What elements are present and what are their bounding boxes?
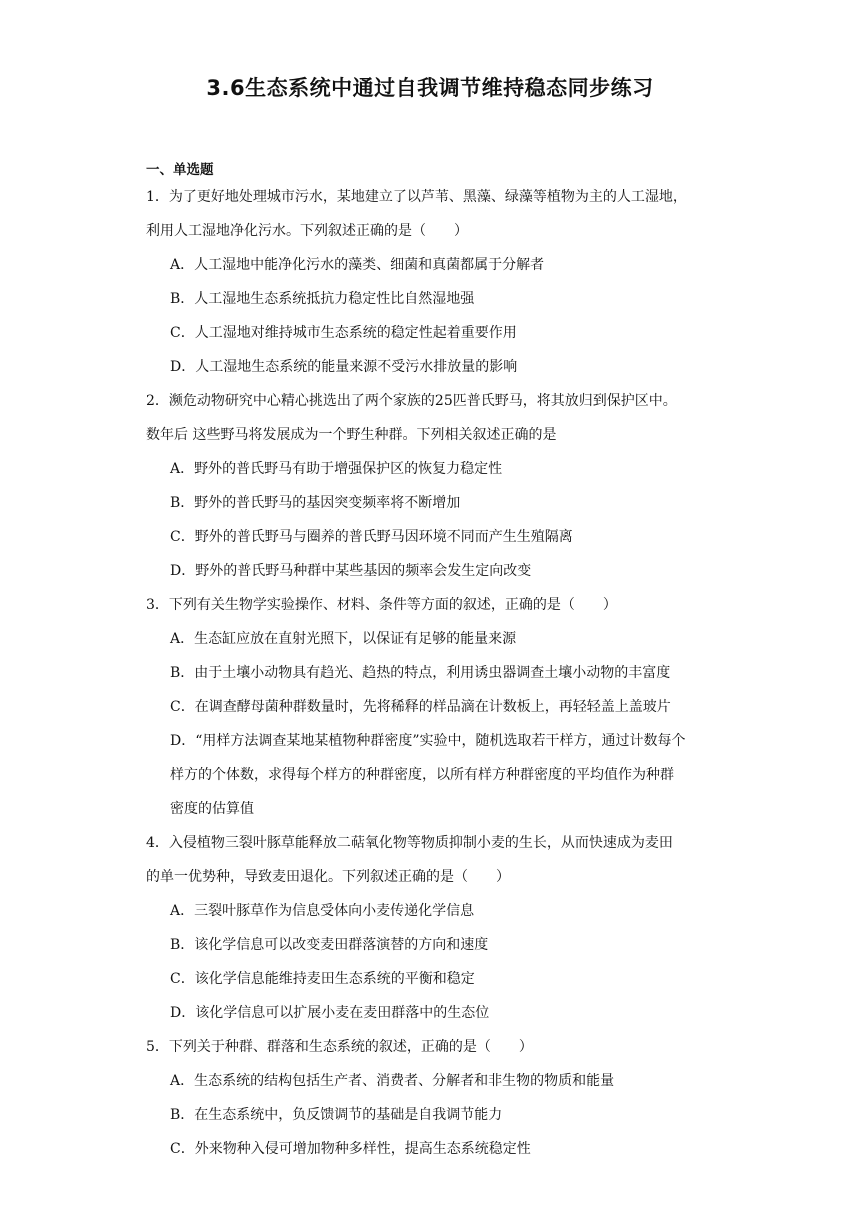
answer-option: B．该化学信息可以改变麦田群落演替的方向和速度 [170,937,489,953]
question-stem-line: 的单一优势种，导致麦田退化。下列叙述正确的是（ ） [146,869,510,885]
answer-option: A．三裂叶豚草作为信息受体向小麦传递化学信息 [170,903,475,919]
answer-option-continuation: 样方的个体数，求得每个样方的种群密度，以所有样方种群密度的平均值作为种群 [170,767,674,783]
answer-option: C．外来物种入侵可增加物种多样性，提高生态系统稳定性 [170,1141,531,1157]
question-stem-line: 5．下列关于种群、群落和生态系统的叙述，正确的是（ ） [146,1039,533,1055]
answer-option: C．人工湿地对维持城市生态系统的稳定性起着重要作用 [170,325,517,341]
question-2 [146,384,722,588]
question-stem-line: 3．下列有关生物学实验操作、材料、条件等方面的叙述，正确的是（ ） [146,597,617,613]
question-stem-line: 4．入侵植物三裂叶豚草能释放二萜氧化物等物质抑制小麦的生长，从而快速成为麦田 [146,835,673,851]
answer-option: D．野外的普氏野马种群中某些基因的频率会发生定向改变 [170,563,532,579]
answer-option: D．人工湿地生态系统的能量来源不受污水排放量的影响 [170,359,518,375]
section-heading: 一、单选题 [146,162,214,178]
answer-option: A．生态缸应放在直射光照下，以保证有足够的能量来源 [170,631,517,647]
answer-option: B．野外的普氏野马的基因突变频率将不断增加 [170,495,461,511]
answer-option: C．该化学信息能维持麦田生态系统的平衡和稳定 [170,971,475,987]
question-4 [146,826,722,1030]
question-5 [146,1030,722,1166]
answer-option: C．在调查酵母菌种群数量时，先将稀释的样品滴在计数板上，再轻轻盖上盖玻片 [170,699,671,715]
question-1 [146,180,722,384]
page-title: 3.6生态系统中通过自我调节维持稳态同步练习 [206,76,654,100]
answer-option: C．野外的普氏野马与圈养的普氏野马因环境不同而产生生殖隔离 [170,529,573,545]
question-list [146,180,722,1166]
answer-option: B．人工湿地生态系统抵抗力稳定性比自然湿地强 [170,291,475,307]
answer-option: B．在生态系统中，负反馈调节的基础是自我调节能力 [170,1107,503,1123]
answer-option: D．该化学信息可以扩展小麦在麦田群落中的生态位 [170,1005,490,1021]
answer-option: A．野外的普氏野马有助于增强保护区的恢复力稳定性 [170,461,503,477]
question-stem-line: 利用人工湿地净化污水。下列叙述正确的是（ ） [146,223,468,239]
question-3 [146,588,722,826]
question-stem-line: 2．濒危动物研究中心精心挑选出了两个家族的25匹普氏野马，将其放归到保护区中。 [146,393,677,409]
question-stem-line: 数年后 这些野马将发展成为一个野生种群。下列相关叙述正确的是 [146,427,557,443]
answer-option-continuation: 密度的估算值 [170,801,254,817]
question-stem-line: 1．为了更好地处理城市污水，某地建立了以芦苇、黑藻、绿藻等植物为主的人工湿地， [146,189,687,205]
answer-option: D．“用样方法调查某地某植物种群密度”实验中，随机选取若干样方，通过计数每个 [170,733,686,749]
answer-option: A．人工湿地中能净化污水的藻类、细菌和真菌都属于分解者 [170,257,545,273]
answer-option: B．由于土壤小动物具有趋光、趋热的特点，利用诱虫器调查土壤小动物的丰富度 [170,665,671,681]
answer-option: A．生态系统的结构包括生产者、消费者、分解者和非生物的物质和能量 [170,1073,615,1089]
